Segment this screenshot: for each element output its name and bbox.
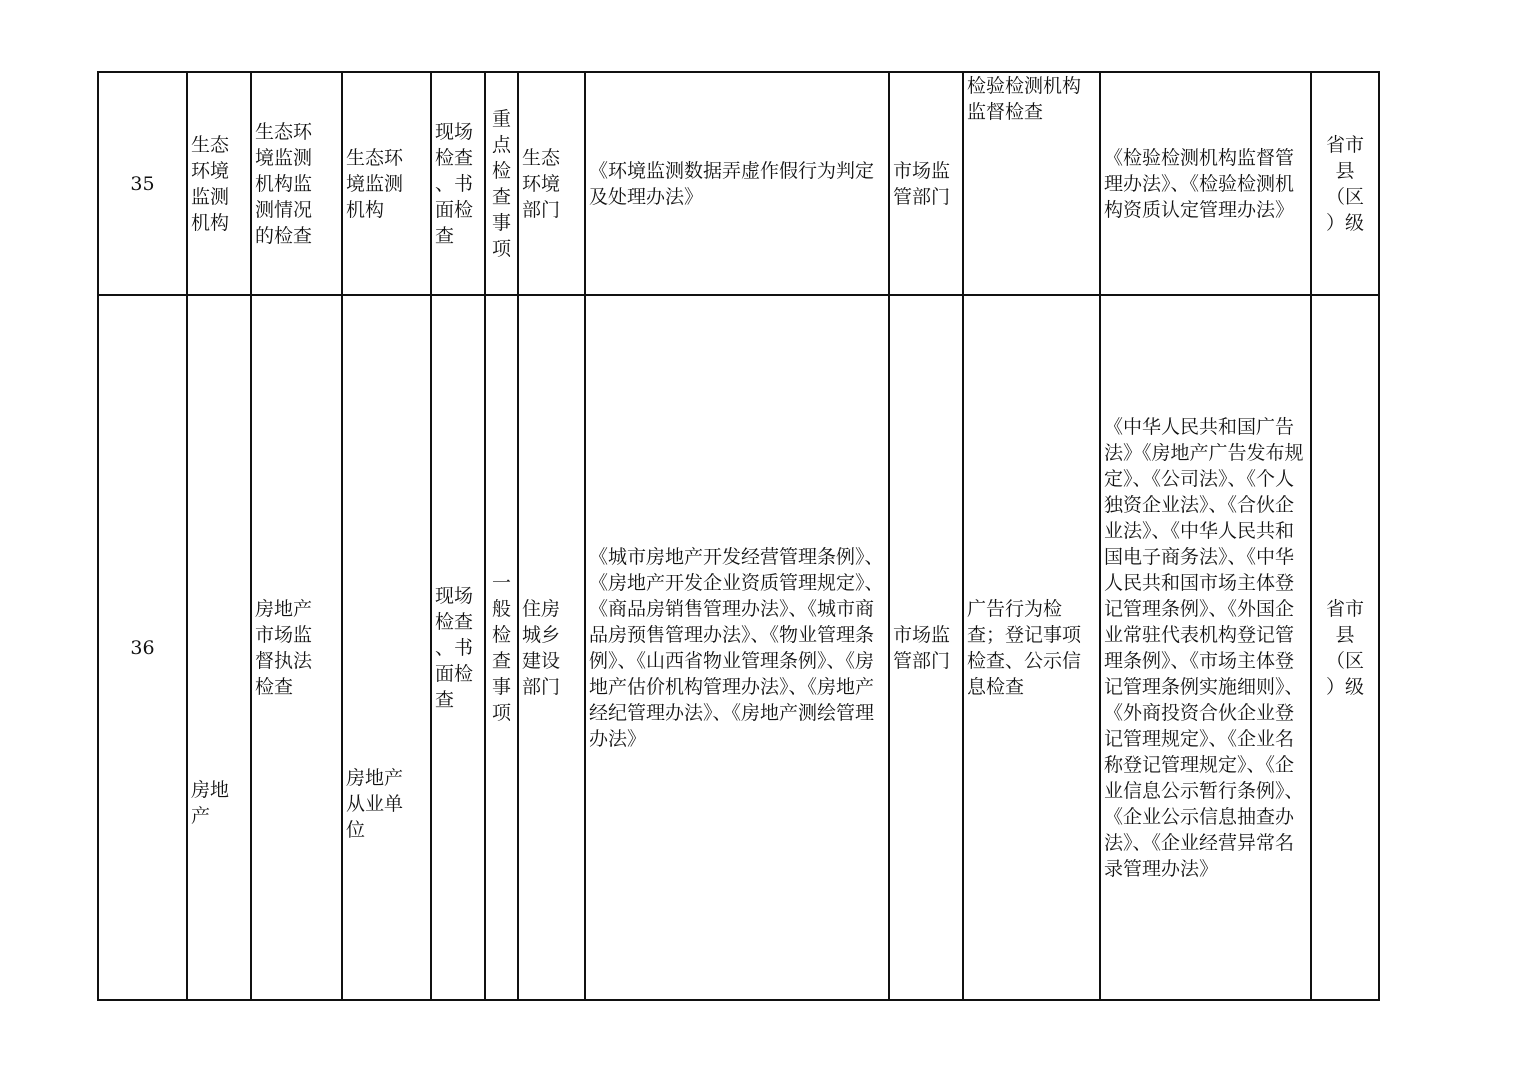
item-type: 一 般 检 查 事 项 (491, 571, 511, 724)
department: 生态 环境 部门 (522, 146, 561, 221)
item-type: 重 点 检 查 事 项 (491, 107, 511, 260)
item-type-cell (485, 72, 518, 295)
inspection-method-cell (431, 72, 485, 295)
joint-basis-cell (1100, 295, 1311, 1000)
category-cell (187, 72, 251, 295)
joint-item: 检验检测机构监督检查 (967, 75, 1082, 123)
level: 省市 县 （区 ）级 (1325, 133, 1364, 234)
inspection-method: 现场 检查 、书 面检 查 (435, 120, 474, 247)
table-row (98, 72, 1379, 295)
category: 房地 产 (191, 779, 230, 827)
joint-item: 广告行为检查；登记事项检查、公示信息检查 (967, 597, 1082, 698)
level-cell (1311, 295, 1379, 1000)
row-number: 35 (130, 172, 155, 195)
inspection-item: 生态环 境监测 机构监 测情况 的检查 (255, 120, 313, 247)
inspection-object-cell (342, 295, 431, 1000)
category: 生态 环境 监测 机构 (191, 133, 230, 234)
inspection-item: 房地产 市场监 督执法 检查 (255, 597, 313, 698)
table-row (98, 295, 1379, 1000)
legal-basis: 《城市房地产开发经营管理条例》、《房地产开发企业资质管理规定》、《商品房销售管理办法》、《城市商品房预售管理办法》、《物业管理条例》、《山西省物业管理条例》、《房地产估价机构管理办法》、《房地产经纪管理办法》、《房地产测绘管理办法》 (589, 545, 884, 750)
joint-department: 市场监 管部门 (893, 623, 951, 672)
inspection-item-cell (251, 295, 342, 1000)
joint-item-cell (963, 72, 1100, 295)
joint-basis: 《检验检测机构监督管理办法》、《检验检测机构资质认定管理办法》 (1104, 146, 1295, 221)
inspection-object: 房地产 从业单 位 (346, 767, 404, 841)
legal-basis-cell (585, 295, 889, 1000)
row-number-cell (98, 295, 187, 1000)
inspection-item-cell (251, 72, 342, 295)
inspection-items-table (97, 71, 1380, 1001)
inspection-object: 生态环 境监测 机构 (346, 146, 404, 221)
inspection-method: 现场 检查 、书 面检 查 (435, 584, 474, 711)
level-cell (1311, 72, 1379, 295)
item-type-cell (485, 295, 518, 1000)
legal-basis: 《环境监测数据弄虚作假行为判定及处理办法》 (589, 159, 875, 208)
joint-basis: 《中华人民共和国广告法》《房地产广告发布规定》、《公司法》、《个人独资企业法》、《合伙企业法》、《中华人民共和国电子商务法》、《中华人民共和国市场主体登记管理条例》、《外国企业常驻代表机构登记管理条例》、《市场主体登记管理条例实施细则》、《外商投资合伙企业登记管理规定》、《企业名称登记管理规定》、《企业信息公示暂行条例》、《企业公示信息抽查办法》、《企业经营异常名录管理办法》 (1104, 415, 1304, 880)
joint-department: 市场监 管部门 (893, 159, 951, 208)
level: 省市 县 （区 ）级 (1325, 597, 1364, 698)
category-cell (187, 295, 251, 1000)
inspection-object-cell (342, 72, 431, 295)
department-cell (518, 295, 585, 1000)
inspection-method-cell (431, 295, 485, 1000)
legal-basis-cell (585, 72, 889, 295)
joint-item-cell (963, 295, 1100, 1000)
department-cell (518, 72, 585, 295)
row-number: 36 (130, 636, 155, 659)
joint-department-cell (889, 295, 963, 1000)
document-sheet (97, 71, 1378, 1003)
joint-department-cell (889, 72, 963, 295)
department: 住房 城乡 建设 部门 (522, 597, 561, 698)
joint-basis-cell (1100, 72, 1311, 295)
row-number-cell (98, 72, 187, 295)
